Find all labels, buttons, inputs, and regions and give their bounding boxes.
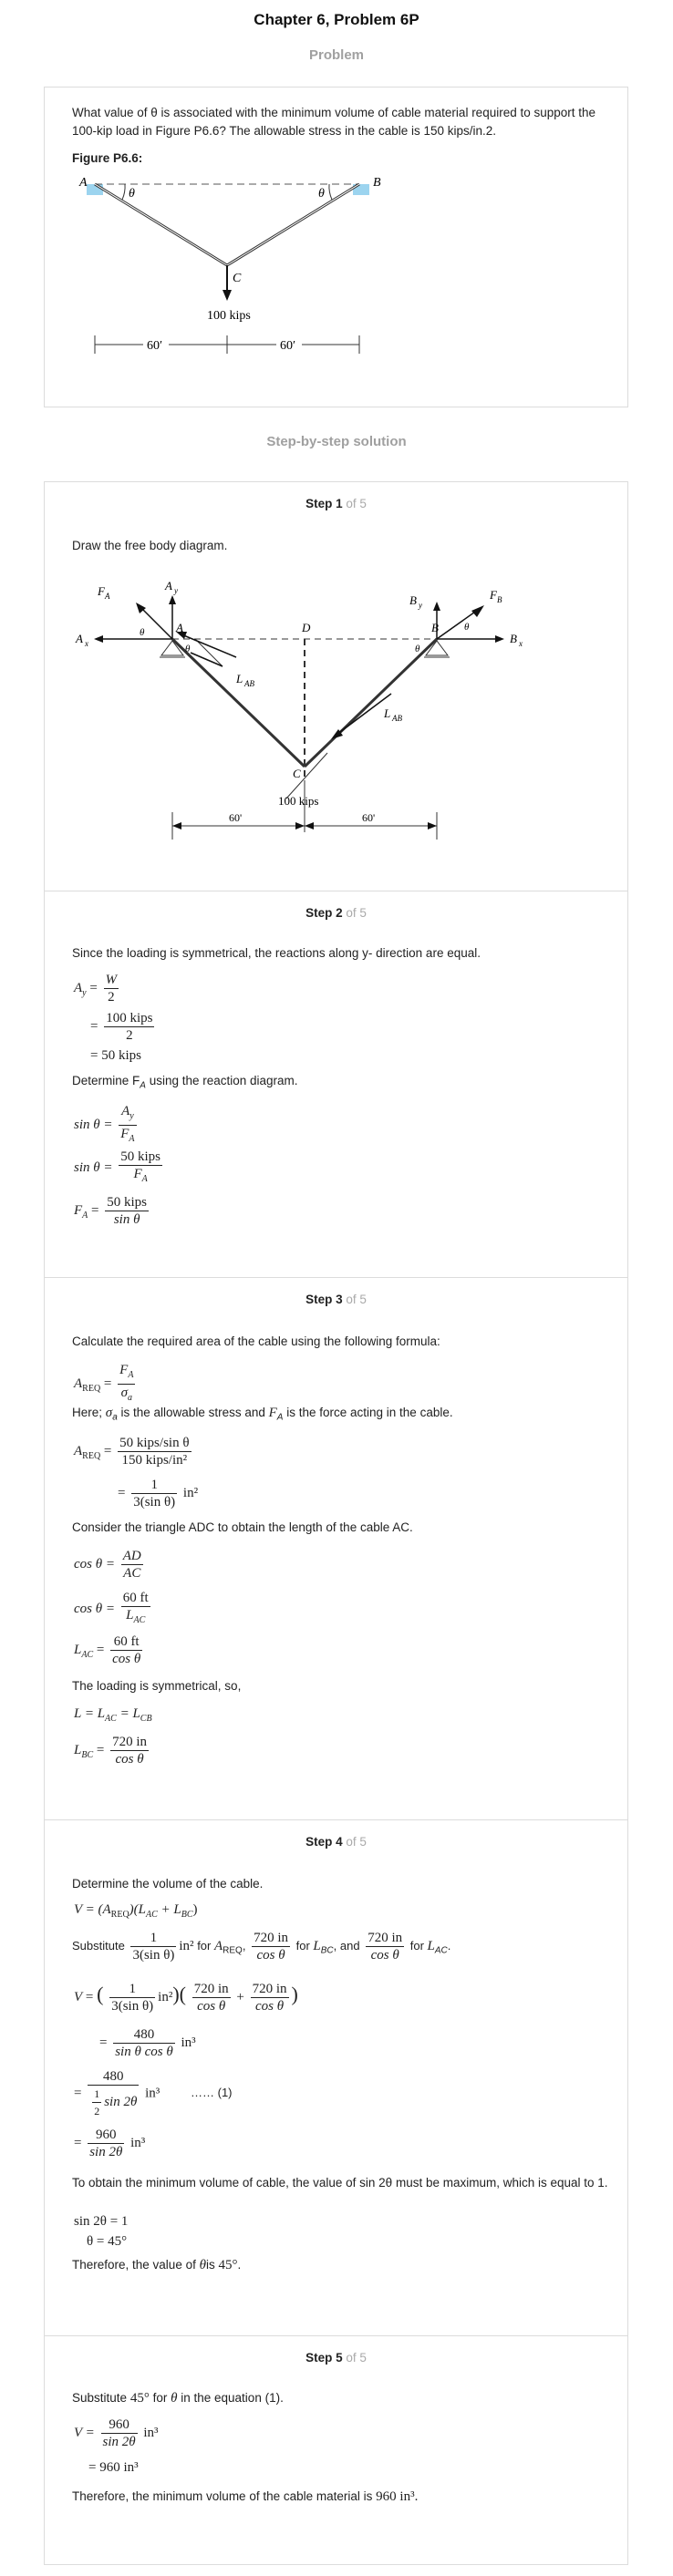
label-A: A bbox=[79, 176, 88, 190]
eq-Ay: $A_y$ = $\frac{W}{2}$ bbox=[74, 973, 118, 1005]
figure-label: Figure P6.6: bbox=[72, 151, 143, 165]
eq-volume-960: = $\frac{960}{\sin 2\theta}$ in³ bbox=[74, 2128, 146, 2159]
label-C: C bbox=[233, 272, 242, 285]
eq-sin-2: sin θ = $\frac{\text{50 kips}}{F_A}$ bbox=[74, 1149, 161, 1184]
step-text-subst: Substitute $\frac{1}{\text{3(sin θ)}}$ in² for $A_{REQ}$, $\frac{720 in}{\text{cos θ}}$ for $L_{BC}$, and $\frac{720 in}{\text{cos θ}}$ for $L_{AC}$. bbox=[72, 1931, 451, 1963]
step-text-2: Determine $F_A$ using the reaction diagram. bbox=[72, 1074, 298, 1091]
label-Bx: B bbox=[510, 632, 517, 645]
problem-heading: Problem bbox=[308, 47, 364, 63]
svg-text:A: A bbox=[105, 592, 110, 601]
dim-60-left: 60′ bbox=[147, 339, 163, 353]
step-title: Step 5 of 5 bbox=[305, 2351, 367, 2365]
step-3 bbox=[44, 1277, 628, 1819]
eq-Lbc: $L_{BC}$ = $\frac{720 in}{\text{cos θ}}$ bbox=[74, 1735, 148, 1767]
eq-volume: $V = (A_{REQ})(L_{AC} + L_{BC})$ bbox=[74, 1902, 198, 1920]
label-Lab-right: L bbox=[384, 706, 391, 720]
svg-text:AB: AB bbox=[392, 714, 402, 723]
step-text: Draw the free body diagram. bbox=[72, 539, 228, 552]
step-text-2: To obtain the minimum volume of cable, the value of sin 2θ must be maximum, which is equal to 1. bbox=[72, 2176, 608, 2190]
step-1 bbox=[44, 481, 628, 891]
svg-text:x: x bbox=[85, 639, 88, 648]
svg-text:AB: AB bbox=[244, 679, 254, 688]
label-B: B bbox=[373, 176, 381, 190]
step-text-1: Determine the volume of the cable. bbox=[72, 1877, 264, 1891]
svg-text:B: B bbox=[497, 595, 502, 604]
label-theta-B: θ bbox=[415, 644, 420, 654]
step-text-3: Therefore, the value of θis 45°. bbox=[72, 2258, 242, 2272]
eq-Ay-value: = $\frac{\text{100 kips}}{2}$ bbox=[90, 1011, 153, 1043]
step-title: Step 4 of 5 bbox=[305, 1835, 367, 1849]
dim-60-right: 60′ bbox=[280, 339, 296, 353]
label-D: D bbox=[302, 621, 311, 634]
eq-volume-final: V = $\frac{960}{\sin 2\theta}$ in³ bbox=[74, 2417, 159, 2449]
eq-L-symmetric: $L = L_{AC} = L_{CB}$ bbox=[74, 1706, 152, 1724]
problem-text: What value of θ is associated with the minimum volume of cable material required to support the 100-kip load in Figure P6.6? The allowable stress in the cable is 150 kips/in.2. bbox=[72, 106, 596, 138]
eq-Lac: $L_{AC}$ = $\frac{60 ft}{\text{cos θ}}$ bbox=[74, 1634, 141, 1666]
label-load: 100 kips bbox=[207, 309, 251, 323]
eq-Ay-result: = 50 kips bbox=[90, 1048, 141, 1063]
eq-volume-sub: V = ( $\frac{1}{\text{3(sin θ)}}$ in²)( $\frac{720 in}{\text{cos θ}}$ + $\frac{720 in}{\text{cos θ}}$ ) bbox=[74, 1982, 298, 2014]
label-theta-left: θ bbox=[129, 187, 135, 201]
arrow-Fa bbox=[140, 607, 172, 639]
label-Ay: A bbox=[165, 579, 172, 592]
eq-volume-half: = 480 $\frac{1}{2}$ sin 2θ in³ …… (1) bbox=[74, 2069, 233, 2117]
eq-sin-1: sin θ = $\frac{A_y}{F_A}$ bbox=[74, 1104, 135, 1144]
label-load: 100 kips bbox=[278, 794, 319, 808]
page-title: Chapter 6, Problem 6P bbox=[254, 11, 419, 28]
solution-heading: Step-by-step solution bbox=[266, 434, 407, 449]
eq-Areq-result: = $\frac{1}{\text{3(sin θ)}}$ in² bbox=[118, 1478, 199, 1510]
label-By: B bbox=[409, 593, 417, 607]
eq-volume-480: = $\frac{480}{\text{sin θ cos θ}}$ in³ bbox=[99, 2027, 196, 2059]
arrow-Fb bbox=[437, 610, 478, 639]
eq-volume-result: = 960 in³ bbox=[88, 2460, 139, 2475]
free-body-diagram bbox=[63, 566, 592, 885]
dim-60-left: 60' bbox=[229, 811, 243, 824]
label-A: A bbox=[176, 621, 183, 634]
step-5 bbox=[44, 2335, 628, 2565]
label-Lab-left: L bbox=[236, 672, 243, 685]
step-text-1: Calculate the required area of the cable using the following formula: bbox=[72, 1334, 440, 1348]
step-2 bbox=[44, 891, 628, 1277]
final-answer: Therefore, the minimum volume of the cable material is 960 in³. bbox=[72, 2489, 419, 2504]
eq-sin-max: sin 2θ = 1 bbox=[74, 2214, 129, 2229]
eq-Areq: $A_{REQ}$ = $\frac{F_A}{\sigma_a}$ bbox=[74, 1363, 134, 1403]
label-Fa: F bbox=[98, 584, 105, 598]
cable-AC bbox=[172, 639, 305, 767]
cable-BC bbox=[305, 639, 437, 767]
svg-text:y: y bbox=[174, 586, 178, 595]
step-4 bbox=[44, 1819, 628, 2335]
label-Ax: A bbox=[76, 632, 83, 645]
support-A bbox=[87, 184, 103, 195]
label-C: C bbox=[293, 767, 301, 780]
label-Fb: F bbox=[490, 588, 497, 602]
step-title: Step 2 of 5 bbox=[305, 906, 367, 920]
label-theta-A: θ bbox=[140, 627, 145, 638]
eq-theta: θ = 45° bbox=[87, 2234, 128, 2249]
svg-text:y: y bbox=[419, 601, 422, 610]
figure-p6-6 bbox=[72, 173, 400, 374]
step-title: Step 3 of 5 bbox=[305, 1293, 367, 1306]
dim-60-right: 60' bbox=[362, 811, 376, 824]
svg-text:x: x bbox=[519, 639, 523, 648]
step-title: Step 1 of 5 bbox=[305, 497, 367, 510]
label-B: B bbox=[431, 621, 439, 634]
label-theta-A2: θ bbox=[185, 644, 191, 654]
label-theta-right: θ bbox=[318, 187, 325, 201]
arrow-Lab-right bbox=[336, 694, 391, 735]
eq-cos-2: cos θ = $\frac{60 ft}{L_{AC}}$ bbox=[74, 1591, 149, 1625]
step-text-4: The loading is symmetrical, so, bbox=[72, 1679, 242, 1693]
problem-box bbox=[44, 87, 628, 407]
step-text-1: Substitute 45° for θ in the equation (1). bbox=[72, 2391, 284, 2406]
step-text-3: Consider the triangle ADC to obtain the length of the cable AC. bbox=[72, 1520, 413, 1534]
eq-cos-1: cos θ = $\frac{AD}{AC}$ bbox=[74, 1549, 141, 1581]
step-text-2: Here; $\sigma_a$ is the allowable stress and $F_A$ is the force acting in the cable. bbox=[72, 1406, 453, 1423]
label-theta-B2: θ bbox=[464, 622, 470, 633]
eq-Areq-sub: $A_{REQ}$ = $\frac{\text{50 kips/sin θ}}{\text{150 kips/in²}}$ bbox=[74, 1436, 190, 1468]
step-text-1: Since the loading is symmetrical, the reactions along y- direction are equal. bbox=[72, 946, 481, 960]
eq-Fa: $F_A$ = $\frac{\text{50 kips}}{\text{sin θ}}$ bbox=[74, 1195, 148, 1227]
